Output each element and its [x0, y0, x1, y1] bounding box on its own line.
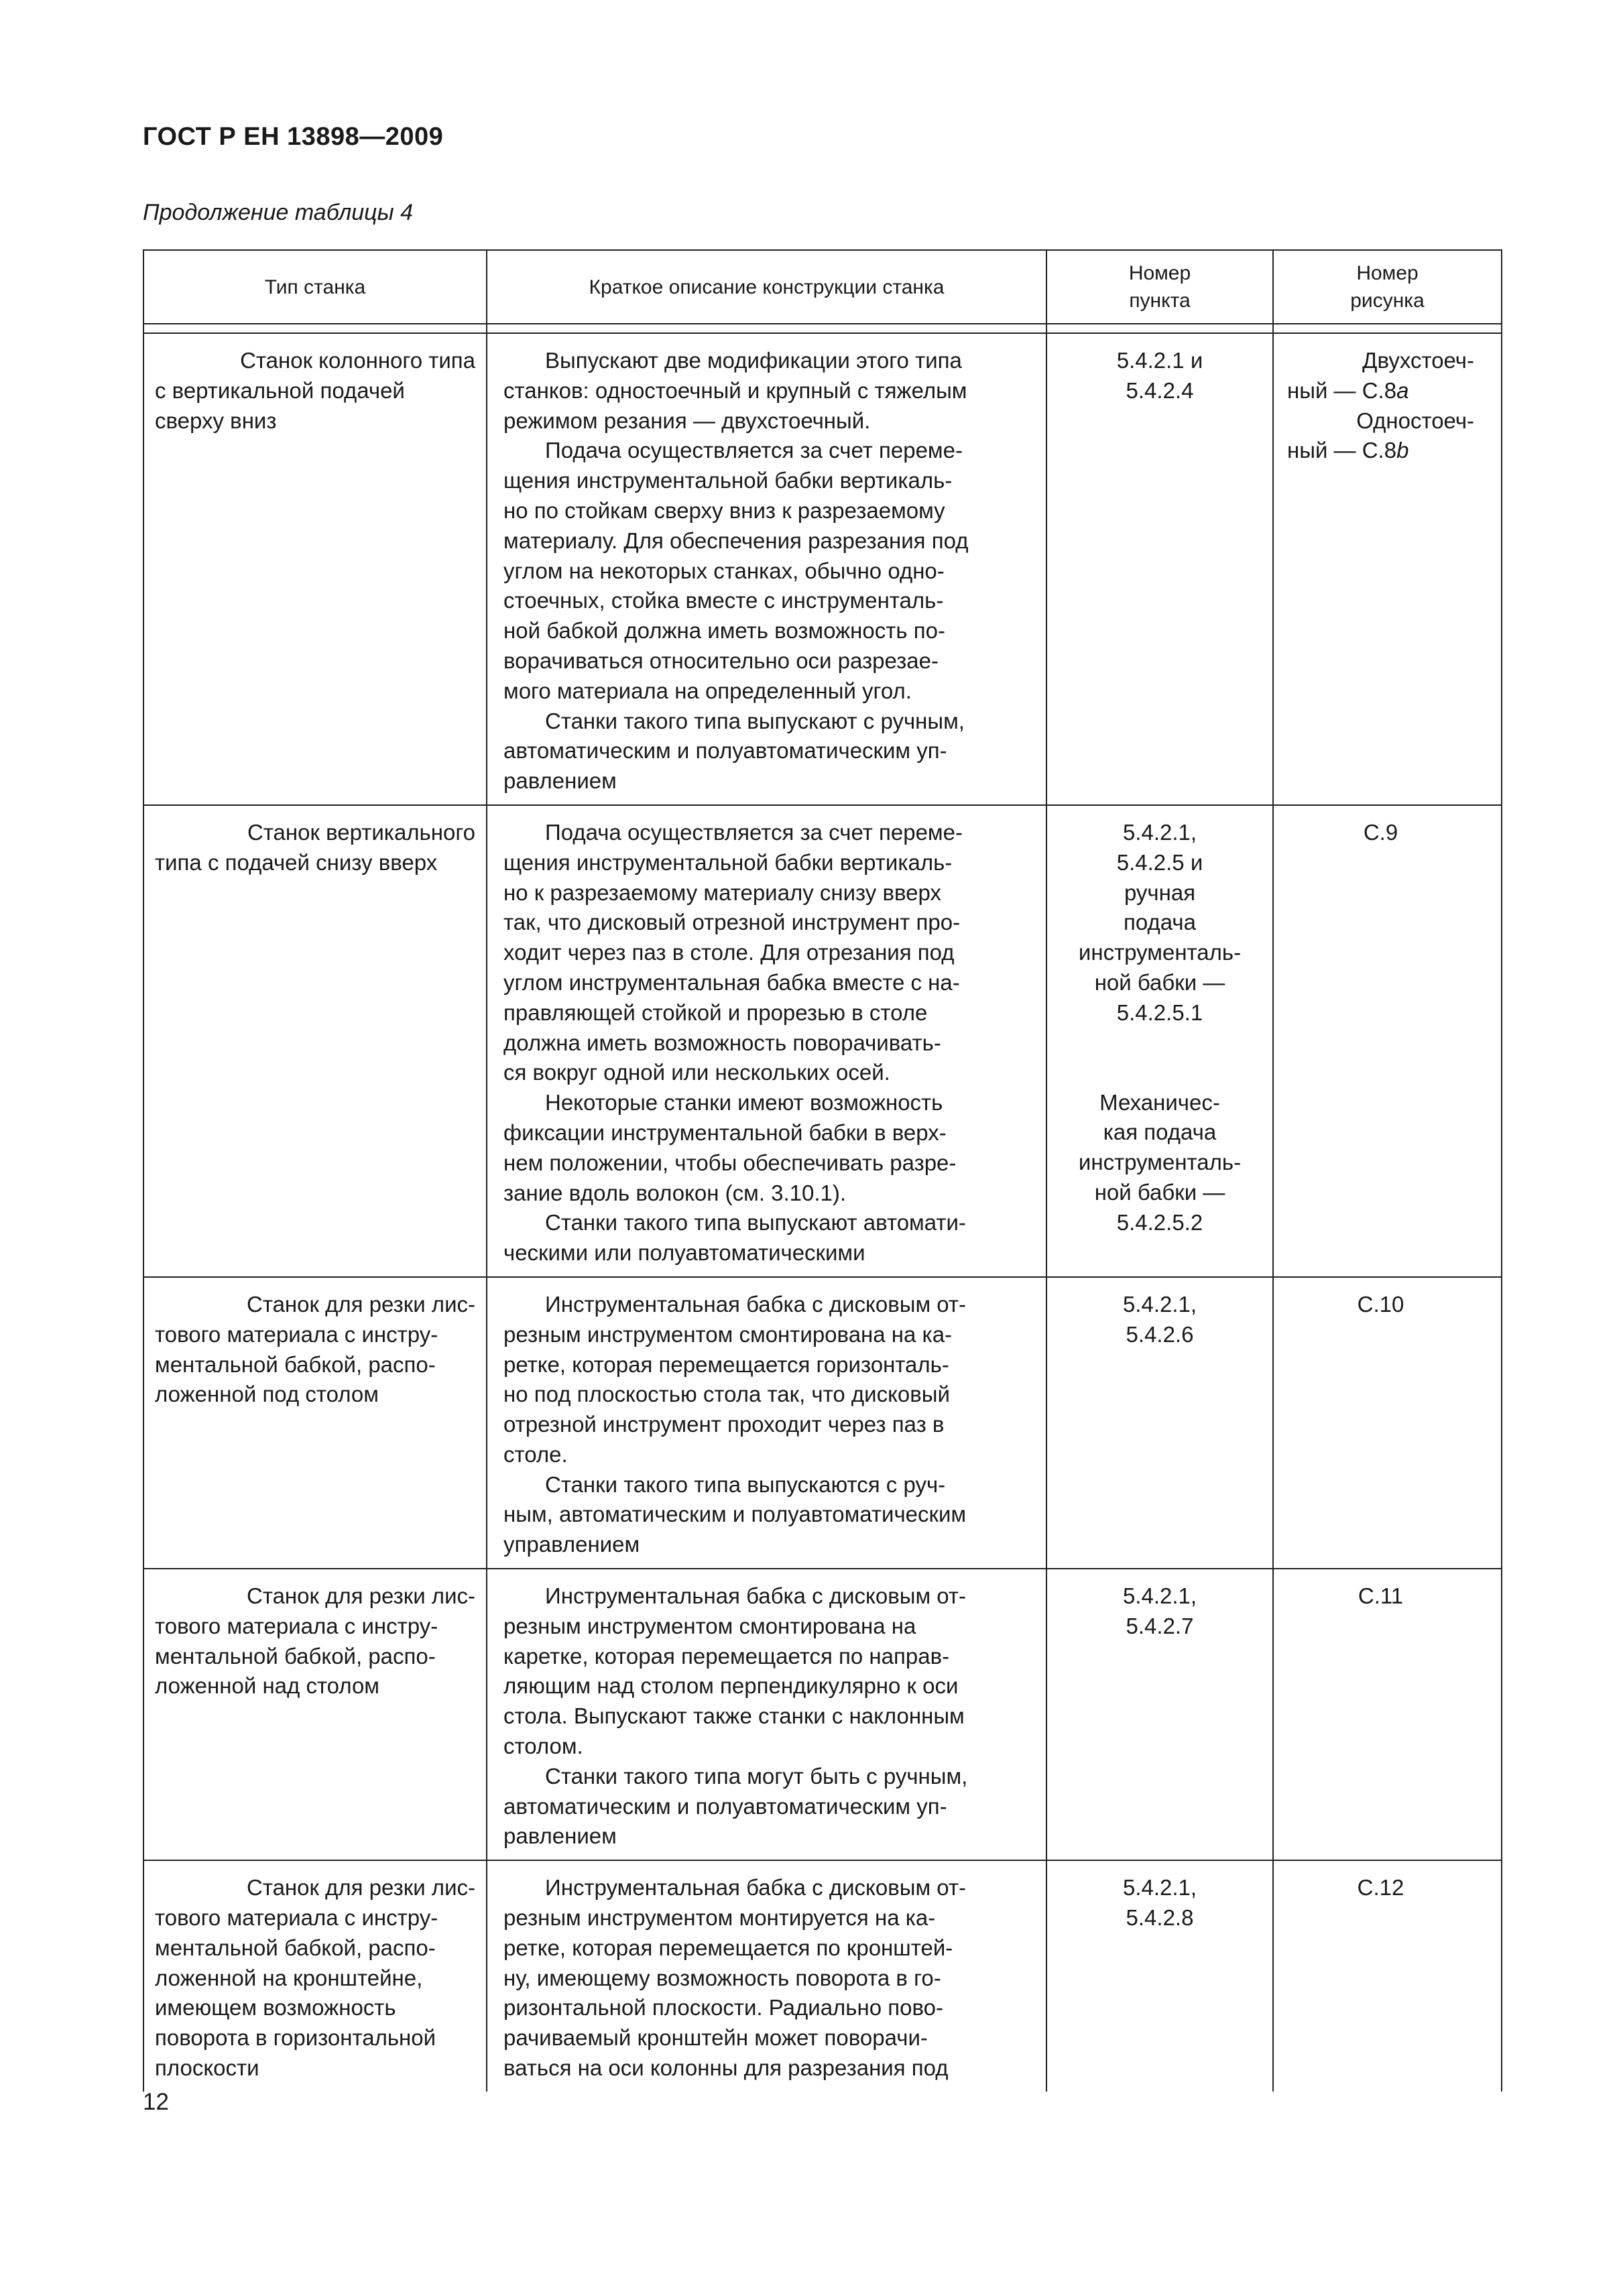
desc-line: столе.	[503, 1441, 568, 1467]
figure-text: ный — С.8	[1287, 438, 1397, 463]
type-line: ментальной бабкой, распо-	[155, 1643, 436, 1669]
description-cell	[487, 1860, 1046, 2092]
clause-line: 5.4.2.1,	[1122, 1291, 1197, 1317]
desc-line: ворачиваться относительно оси разрезае-	[503, 648, 939, 673]
desc-line: ходит через паз в столе. Для отрезания под	[503, 940, 955, 965]
table-row	[143, 1277, 1502, 1569]
type-line: Станок вертикального	[247, 819, 475, 845]
desc-line: отрезной инструмент проходит через паз в	[503, 1412, 945, 1437]
figure-number-cell	[1273, 1860, 1502, 2092]
desc-line: резным инструментом смонтирована на	[503, 1613, 916, 1638]
desc-line: резным инструментом монтируется на ка-	[503, 1905, 936, 1931]
desc-line: Инструментальная бабка с дисковым от-	[545, 1875, 967, 1900]
machine-type-cell	[143, 1860, 487, 2092]
desc-line: Подача осуществляется за счет переме-	[545, 438, 963, 463]
desc-line: так, что дисковый отрезной инструмент про-	[503, 910, 961, 935]
clause-line: 5.4.2.6	[1126, 1321, 1194, 1347]
desc-line: ся вокруг одной или нескольких осей.	[503, 1060, 890, 1085]
clause-line: инструменталь-	[1078, 940, 1242, 965]
table-header-row	[143, 250, 1502, 324]
clause-line: инструменталь-	[1078, 1150, 1242, 1175]
desc-line: Некоторые станки имеют возможность	[545, 1090, 943, 1115]
desc-line: ляющим над столом перпендикулярно к оси	[503, 1673, 959, 1699]
description-cell	[487, 1569, 1046, 1860]
desc-line: ным, автоматическим и полуавтоматическим	[503, 1502, 967, 1527]
column-header-figure-line: Номер	[1356, 262, 1419, 284]
desc-line: углом инструментальная бабка вместе с на-	[503, 969, 960, 995]
description-cell	[487, 333, 1046, 805]
table-caption: Продолжение таблицы 4	[143, 200, 413, 225]
separator-cell	[1273, 324, 1502, 333]
desc-line: Инструментальная бабка с дисковым от-	[545, 1291, 967, 1317]
type-line: плоскости	[155, 2055, 259, 2081]
desc-line: ризонтальной плоскости. Радиально пово-	[503, 1995, 943, 2020]
clause-line: 5.4.2.8	[1126, 1905, 1194, 1931]
desc-line: станков: одностоечный и крупный с тяжелым	[503, 377, 967, 403]
clause-line: 5.4.2.1,	[1122, 1583, 1197, 1609]
type-line: ложенной на кронштейне,	[155, 1965, 423, 1990]
desc-line: ретке, которая перемещается горизонталь-	[503, 1351, 949, 1377]
machine-type-cell	[143, 1277, 487, 1569]
figure-line	[1287, 376, 1474, 406]
machine-types-table	[143, 249, 1502, 2092]
machine-type-cell	[143, 805, 487, 1277]
desc-line: ной бабкой должна иметь возможность по-	[503, 618, 945, 644]
clause-number-cell	[1046, 1569, 1273, 1860]
type-line: Станок для резки лис-	[247, 1291, 475, 1317]
clause-line: 5.4.2.1,	[1122, 819, 1197, 845]
figure-line: Одностоеч-	[1356, 408, 1474, 433]
clause-line: ной бабки —	[1094, 969, 1225, 995]
type-line: ложенной под столом	[155, 1382, 379, 1407]
description-cell	[487, 805, 1046, 1277]
desc-line: фиксации инструментальной бабки в верх-	[503, 1120, 947, 1145]
clause-line: ной бабки —	[1094, 1179, 1225, 1205]
desc-line: Станки такого типа выпускают с ручным,	[545, 708, 965, 733]
clause-line: 5.4.2.1,	[1122, 1875, 1197, 1900]
description-cell	[487, 1277, 1046, 1569]
table-row	[143, 333, 1502, 805]
separator-cell	[143, 324, 487, 333]
figure-suffix: a	[1396, 377, 1409, 403]
desc-line: стоечных, стойка вместе с инструменталь-	[503, 588, 944, 613]
desc-line: автоматическим и полуавтоматическим уп-	[503, 738, 947, 764]
desc-line: но к разрезаемому материалу снизу вверх	[503, 880, 941, 905]
clause-line: ручная	[1124, 880, 1196, 905]
type-line: тового материала с инстру-	[155, 1613, 438, 1638]
machine-type-cell	[143, 333, 487, 805]
clause-line: 5.4.2.4	[1126, 377, 1194, 403]
figure-text: ный — С.8	[1287, 377, 1397, 403]
column-header-clause	[1046, 250, 1273, 324]
separator-cell	[1046, 324, 1273, 333]
desc-line: Инструментальная бабка с дисковым от-	[545, 1583, 967, 1609]
desc-line: мого материала на определенный угол.	[503, 678, 912, 703]
desc-line: каретке, которая перемещается по направ-	[503, 1643, 950, 1669]
desc-line: автоматическим и полуавтоматическим уп-	[503, 1793, 947, 1819]
column-header-clause-line: Номер	[1128, 262, 1191, 284]
desc-line: рачиваемый кронштейн может поворачи-	[503, 2025, 928, 2051]
figure-line: С.11	[1358, 1583, 1404, 1609]
header-separator-row	[143, 324, 1502, 333]
clause-line: подача	[1124, 910, 1196, 935]
desc-line: должна иметь возможность поворачивать-	[503, 1030, 941, 1055]
desc-line: Подача осуществляется за счет переме-	[545, 819, 963, 845]
type-line: ментальной бабкой, распо-	[155, 1935, 436, 1960]
desc-line: Станки такого типа могут быть с ручным,	[545, 1763, 968, 1789]
desc-line: нем положении, чтобы обеспечивать разре-	[503, 1150, 957, 1175]
desc-line: режимом резания — двухстоечный.	[503, 408, 871, 433]
desc-line: ческими или полуавтоматическими	[503, 1240, 865, 1266]
clause-gap	[1055, 1028, 1264, 1088]
clause-number-cell	[1046, 1277, 1273, 1569]
desc-line: щения инструментальной бабки вертикаль-	[503, 468, 953, 493]
clause-number-cell	[1046, 1860, 1273, 2092]
column-header-type: Тип станка	[143, 250, 487, 324]
desc-line: Выпускают две модификации этого типа	[545, 348, 962, 373]
clause-number-cell	[1046, 805, 1273, 1277]
desc-line: ваться на оси колонны для разрезания под	[503, 2055, 949, 2081]
document-header: ГОСТ Р ЕН 13898—2009	[143, 123, 444, 151]
desc-line: углом на некоторых станках, обычно одно-	[503, 558, 945, 583]
clause-line: 5.4.2.5 и	[1116, 849, 1203, 875]
column-header-clause-line: пункта	[1129, 290, 1191, 312]
desc-line: Станки такого типа выпускают автомати-	[545, 1210, 966, 1235]
type-line: с вертикальной подачей	[155, 377, 405, 403]
type-line: имеющем возможность	[155, 1995, 396, 2020]
page-number: 12	[143, 2089, 169, 2115]
figure-line	[1287, 436, 1474, 466]
column-header-description: Краткое описание конструкции станка	[487, 250, 1046, 324]
type-line: сверху вниз	[155, 408, 277, 433]
desc-line: ретке, которая перемещается по кронштей-	[503, 1935, 953, 1960]
type-line: Станок для резки лис-	[247, 1583, 475, 1609]
table-row	[143, 1860, 1502, 2092]
figure-number-cell	[1273, 1569, 1502, 1860]
figure-line: Двухстоеч-	[1362, 348, 1474, 373]
type-line: поворота в горизонтальной	[155, 2025, 436, 2051]
desc-line: стола. Выпускают также станки с наклонным	[503, 1703, 965, 1729]
type-line: ментальной бабкой, распо-	[155, 1351, 436, 1377]
desc-line: ну, имеющему возможность поворота в го-	[503, 1965, 941, 1990]
figure-number-cell	[1273, 333, 1502, 805]
desc-line: равлением	[503, 768, 617, 794]
desc-line: правляющей стойкой и прорезью в столе	[503, 1000, 928, 1025]
desc-line: столом.	[503, 1734, 583, 1759]
clause-line: 5.4.2.5.1	[1116, 1000, 1203, 1025]
type-line: тового материала с инстру-	[155, 1321, 438, 1347]
desc-line: равлением	[503, 1823, 617, 1849]
figure-line: С.10	[1357, 1291, 1404, 1317]
type-line: Станок для резки лис-	[247, 1875, 475, 1900]
figure-number-cell	[1273, 1277, 1502, 1569]
desc-line: материалу. Для обеспечения разрезания под	[503, 528, 969, 553]
figure-suffix: b	[1396, 438, 1409, 463]
clause-line: Механичес-	[1099, 1089, 1220, 1115]
type-line: ложенной над столом	[155, 1673, 379, 1699]
desc-line: но по стойкам сверху вниз к разрезаемому	[503, 497, 945, 523]
column-header-figure	[1273, 250, 1502, 324]
desc-line: зание вдоль волокон (см. 3.10.1).	[503, 1180, 847, 1205]
type-line: Станок колонного типа	[240, 348, 475, 373]
clause-line: 5.4.2.5.2	[1116, 1209, 1203, 1235]
desc-line: но под плоскостью стола так, что дисковый	[503, 1382, 950, 1407]
desc-line: Станки такого типа выпускаются с руч-	[545, 1471, 946, 1497]
clause-line: 5.4.2.7	[1126, 1613, 1194, 1638]
figure-number-cell	[1273, 805, 1502, 1277]
table-row	[143, 805, 1502, 1277]
clause-number-cell	[1046, 333, 1273, 805]
figure-line: С.12	[1357, 1875, 1404, 1900]
desc-line: щения инструментальной бабки вертикаль-	[503, 849, 953, 875]
separator-cell	[487, 324, 1046, 333]
table-row	[143, 1569, 1502, 1860]
machine-type-cell	[143, 1569, 487, 1860]
desc-line: резным инструментом смонтирована на ка-	[503, 1321, 953, 1347]
type-line: типа с подачей снизу вверх	[155, 849, 438, 875]
clause-line: кая подача	[1103, 1120, 1217, 1145]
type-line: тового материала с инстру-	[155, 1905, 438, 1931]
desc-line: управлением	[503, 1532, 640, 1557]
figure-line: С.9	[1363, 819, 1398, 845]
clause-line: 5.4.2.1 и	[1116, 348, 1203, 373]
column-header-figure-line: рисунка	[1350, 290, 1425, 312]
